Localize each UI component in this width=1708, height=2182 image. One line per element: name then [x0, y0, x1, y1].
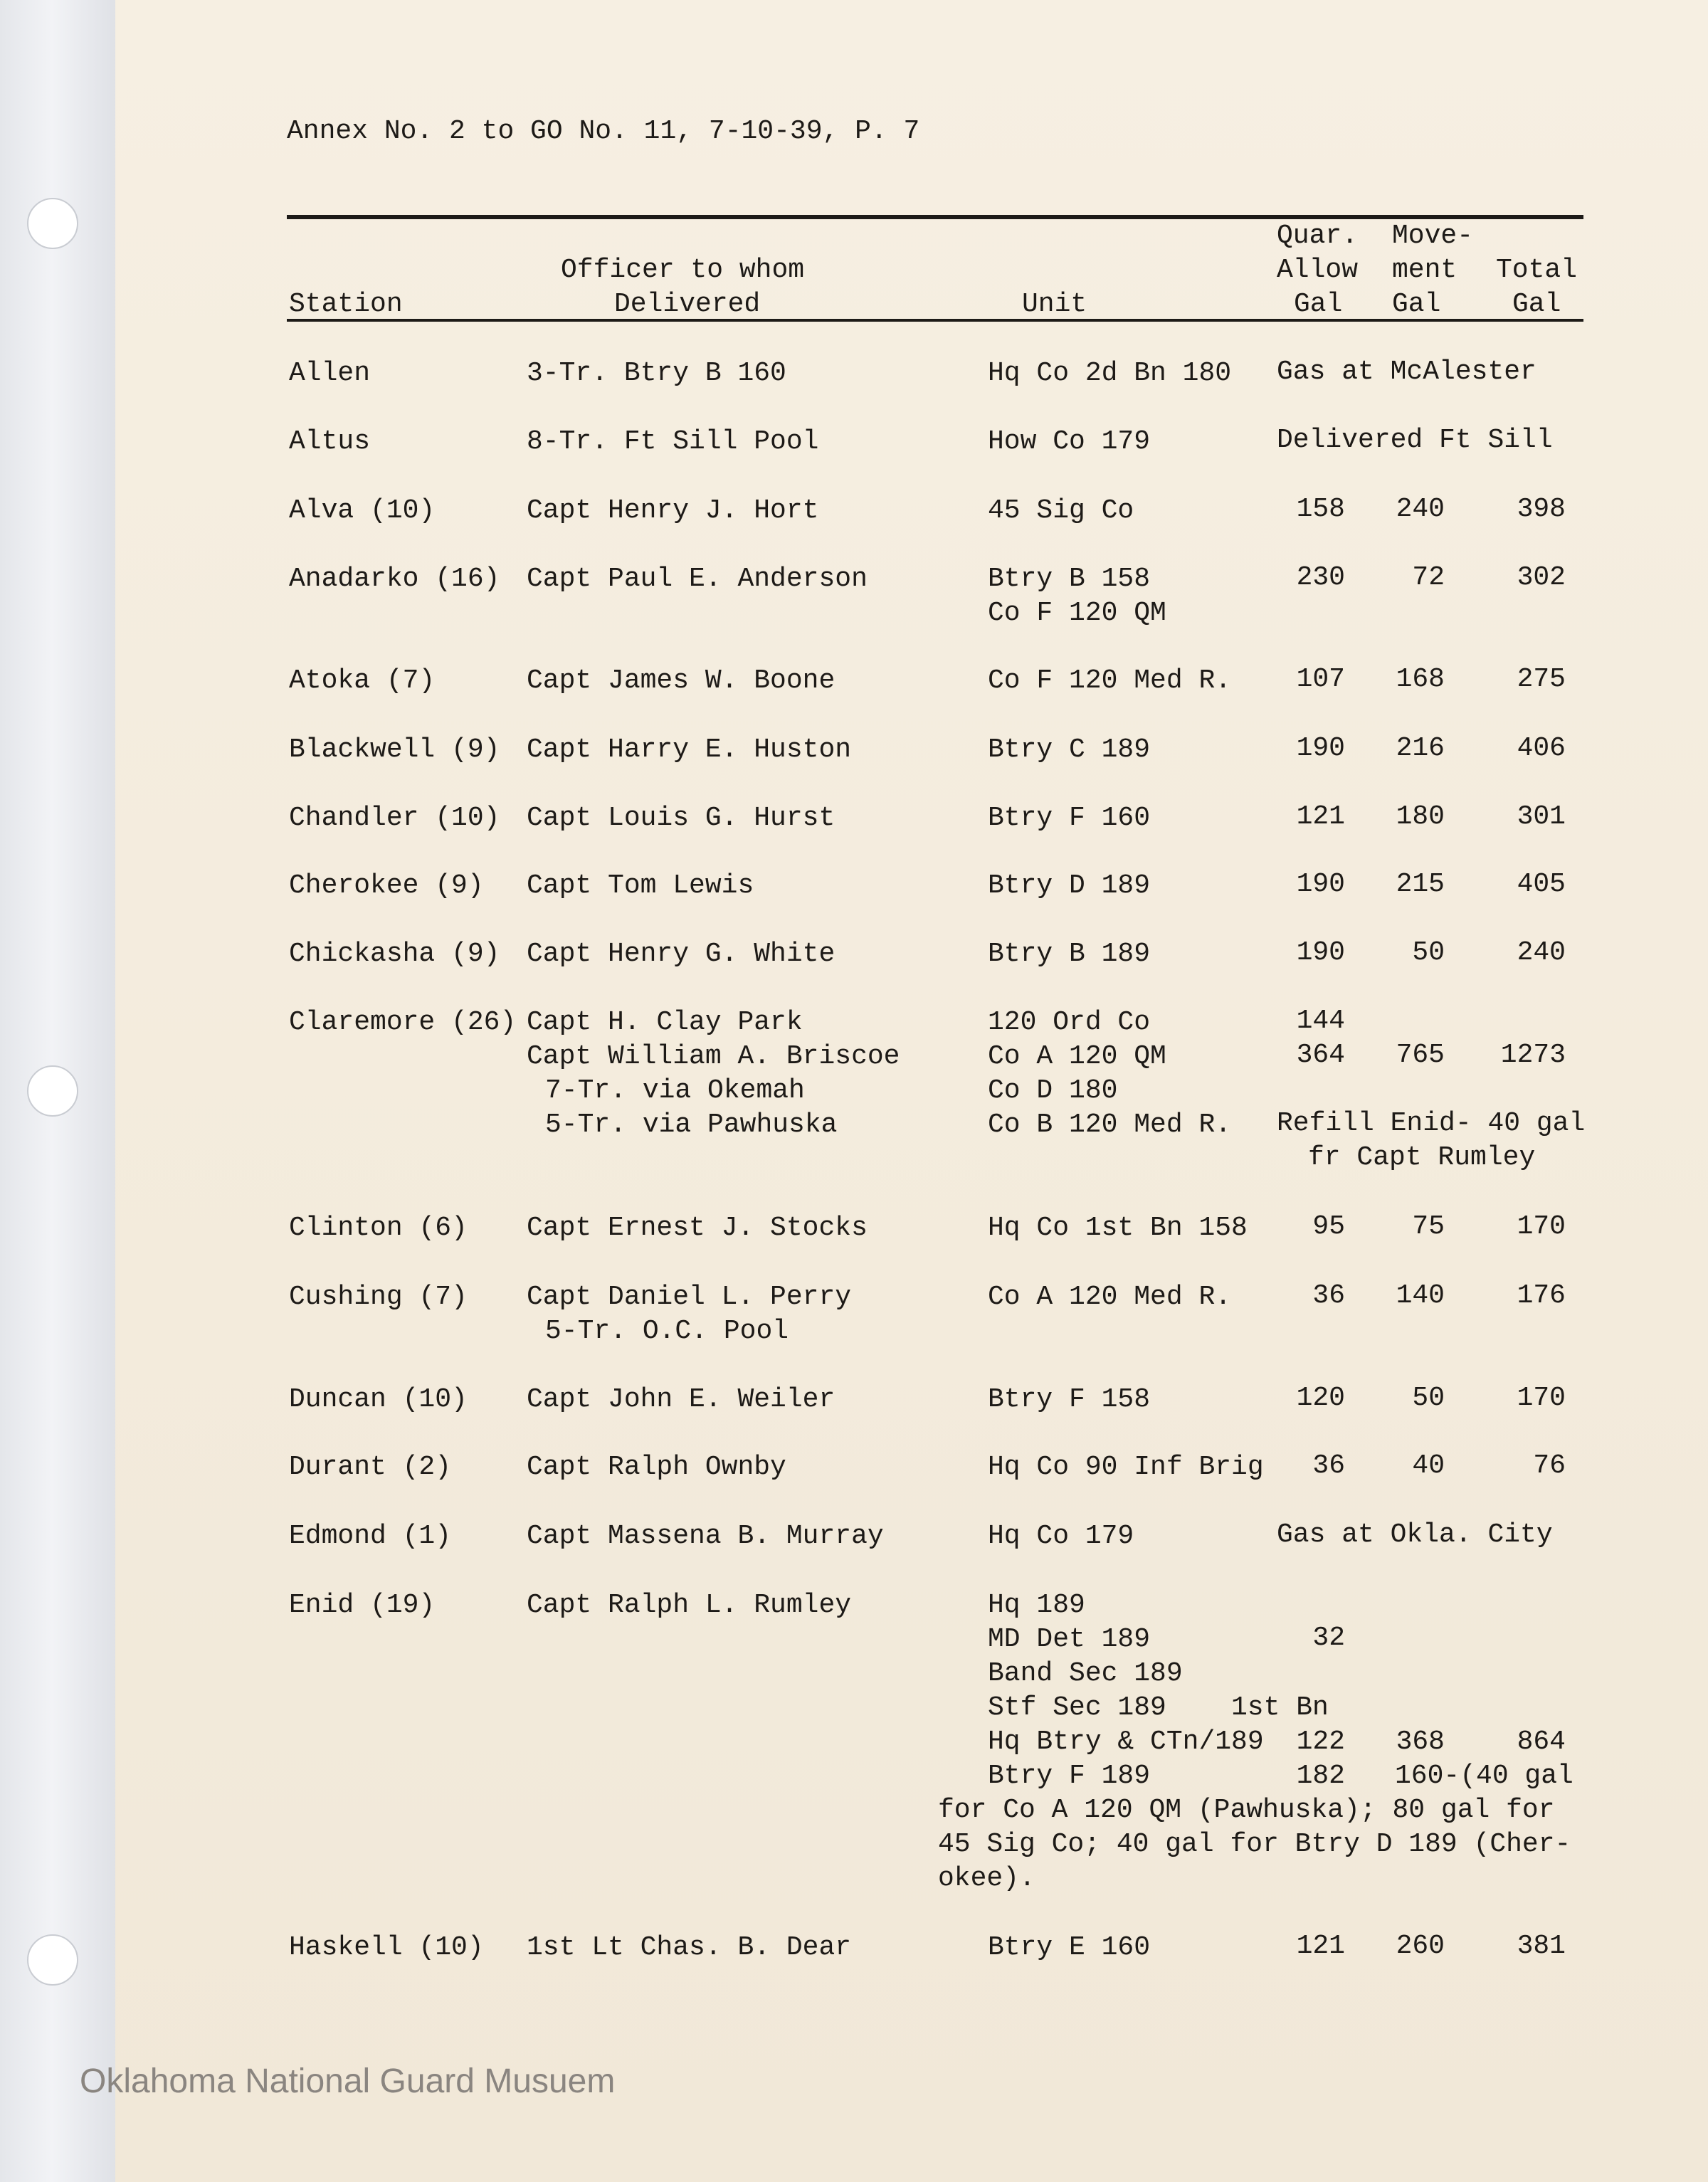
total-cell: 176 — [1517, 1280, 1566, 1311]
note-cell: 160-(40 gal — [1395, 1761, 1573, 1791]
officer-cell: Capt Louis G. Hurst — [527, 803, 835, 833]
officer-cell: 5-Tr. via Pawhuska — [545, 1110, 838, 1140]
move-cell: 75 — [1412, 1211, 1445, 1242]
note-cell: fr Capt Rumley — [1308, 1142, 1536, 1173]
quar-cell: 230 — [1296, 562, 1345, 593]
unit-cell: Btry E 160 — [988, 1932, 1151, 1963]
officer-cell: Capt Massena B. Murray — [527, 1521, 884, 1551]
officer-cell: 8-Tr. Ft Sill Pool — [527, 426, 819, 457]
station-cell: Alva (10) — [289, 495, 436, 526]
move-cell: 215 — [1396, 869, 1445, 900]
station-cell: Anadarko (16) — [289, 564, 500, 594]
unit-cell: Btry F 160 — [988, 803, 1151, 833]
unit-cell: 45 Sig Co — [988, 495, 1134, 526]
station-cell: Chandler (10) — [289, 803, 500, 833]
unit-cell: Btry F 189 — [988, 1761, 1151, 1791]
quar-cell: 190 — [1296, 937, 1345, 968]
station-cell: Edmond (1) — [289, 1521, 452, 1551]
quar-cell: 182 — [1296, 1761, 1345, 1791]
officer-cell: Capt John E. Weiler — [527, 1384, 835, 1415]
move-cell: 50 — [1412, 937, 1445, 968]
header-quar-line2: Allow — [1277, 255, 1359, 285]
header-move-line2: ment — [1392, 255, 1457, 285]
note-cell: 45 Sig Co; 40 gal for Btry D 189 (Cher- — [938, 1829, 1571, 1860]
note-cell: Delivered Ft Sill — [1277, 425, 1553, 455]
officer-cell: Capt William A. Briscoe — [527, 1041, 900, 1072]
header-officer-line1: Officer to whom — [561, 255, 805, 285]
unit-cell: How Co 179 — [988, 426, 1151, 457]
move-cell: 216 — [1396, 733, 1445, 764]
unit-cell: Btry B 158 — [988, 564, 1151, 594]
station-cell: Durant (2) — [289, 1452, 452, 1482]
move-cell: 180 — [1396, 801, 1445, 832]
move-cell: 368 — [1396, 1727, 1445, 1757]
binder-strip — [0, 0, 117, 2182]
station-cell: Atoka (7) — [289, 665, 436, 696]
punch-hole — [27, 1934, 78, 1986]
station-cell: Duncan (10) — [289, 1384, 468, 1415]
note-cell: Refill Enid- 40 gal — [1277, 1108, 1586, 1139]
move-cell: 50 — [1412, 1383, 1445, 1413]
punch-hole — [27, 198, 78, 249]
officer-cell: Capt H. Clay Park — [527, 1007, 803, 1038]
quar-cell: 36 — [1312, 1450, 1345, 1481]
unit-cell: 120 Ord Co — [988, 1007, 1151, 1038]
total-cell: 240 — [1517, 937, 1566, 968]
officer-cell: 7-Tr. via Okemah — [545, 1075, 805, 1106]
unit-cell: Co F 120 Med R. — [988, 665, 1232, 696]
unit-cell: Hq Btry & CTn/189 — [988, 1727, 1264, 1757]
punch-hole — [27, 1065, 78, 1117]
unit-cell: Co D 180 — [988, 1075, 1118, 1106]
total-cell: 1273 — [1500, 1040, 1566, 1070]
quar-cell: 144 — [1296, 1006, 1345, 1036]
station-cell: Altus — [289, 426, 371, 457]
station-cell: Chickasha (9) — [289, 939, 500, 969]
top-rule — [287, 215, 1583, 219]
officer-cell: Capt Ralph L. Rumley — [527, 1590, 852, 1620]
header-total-line2: Gal — [1512, 289, 1561, 320]
unit-cell: Co A 120 Med R. — [988, 1282, 1232, 1312]
station-cell: Cushing (7) — [289, 1282, 468, 1312]
unit-cell: Hq Co 90 Inf Brig — [988, 1452, 1264, 1482]
header-unit: Unit — [1022, 289, 1087, 320]
unit-cell: Hq Co 2d Bn 180 — [988, 358, 1232, 389]
officer-cell: Capt Ernest J. Stocks — [527, 1213, 868, 1243]
header-quar-line1: Quar. — [1277, 221, 1359, 251]
move-cell: 260 — [1396, 1931, 1445, 1961]
station-cell: Allen — [289, 358, 371, 389]
unit-cell: Stf Sec 189 — [988, 1692, 1166, 1723]
officer-cell: Capt Harry E. Huston — [527, 734, 852, 765]
total-cell: 381 — [1517, 1931, 1566, 1961]
quar-cell: 364 — [1296, 1040, 1345, 1070]
officer-cell: Capt Paul E. Anderson — [527, 564, 868, 594]
unit-cell: Band Sec 189 — [988, 1658, 1183, 1689]
note-cell: for Co A 120 QM (Pawhuska); 80 gal for — [938, 1795, 1555, 1825]
quar-cell: 36 — [1312, 1280, 1345, 1311]
header-rule — [287, 319, 1583, 322]
header-move-line3: Gal — [1392, 289, 1441, 320]
total-cell: 302 — [1517, 562, 1566, 593]
officer-cell: Capt James W. Boone — [527, 665, 835, 696]
total-cell: 275 — [1517, 664, 1566, 695]
total-cell: 864 — [1517, 1727, 1566, 1757]
officer-cell: Capt Daniel L. Perry — [527, 1282, 852, 1312]
quar-cell: 122 — [1296, 1727, 1345, 1757]
note-cell: Gas at Okla. City — [1277, 1519, 1553, 1550]
header-station: Station — [289, 289, 403, 320]
station-cell: Claremore (26) — [289, 1007, 517, 1038]
station-cell: Cherokee (9) — [289, 870, 484, 901]
quar-cell: 190 — [1296, 869, 1345, 900]
move-cell: 168 — [1396, 664, 1445, 695]
officer-cell: Capt Henry J. Hort — [527, 495, 819, 526]
officer-cell: 3-Tr. Btry B 160 — [527, 358, 786, 389]
officer-cell: 1st Lt Chas. B. Dear — [527, 1932, 852, 1963]
quar-cell: 120 — [1296, 1383, 1345, 1413]
unit-cell: Btry B 189 — [988, 939, 1151, 969]
unit-cell: Btry D 189 — [988, 870, 1151, 901]
unit-cell: Btry C 189 — [988, 734, 1151, 765]
total-cell: 170 — [1517, 1211, 1566, 1242]
quar-cell: 121 — [1296, 1931, 1345, 1961]
unit-cell: Hq 189 — [988, 1590, 1085, 1620]
move-cell: 72 — [1412, 562, 1445, 593]
station-cell: Enid (19) — [289, 1590, 436, 1620]
header-move-line1: Move- — [1392, 221, 1474, 251]
move-cell: 765 — [1396, 1040, 1445, 1070]
note-cell: 1st Bn — [1231, 1692, 1329, 1723]
officer-cell: 5-Tr. O.C. Pool — [545, 1316, 789, 1346]
station-cell: Clinton (6) — [289, 1213, 468, 1243]
quar-cell: 95 — [1312, 1211, 1345, 1242]
header-officer-line2: Delivered — [614, 289, 761, 320]
quar-cell: 32 — [1312, 1623, 1345, 1653]
unit-cell: MD Det 189 — [988, 1624, 1151, 1655]
officer-cell: Capt Tom Lewis — [527, 870, 754, 901]
quar-cell: 121 — [1296, 801, 1345, 832]
header-total-line1: Total — [1496, 255, 1578, 285]
move-cell: 240 — [1396, 494, 1445, 525]
move-cell: 40 — [1412, 1450, 1445, 1481]
unit-cell: Hq Co 179 — [988, 1521, 1134, 1551]
unit-cell: Co A 120 QM — [988, 1041, 1166, 1072]
total-cell: 76 — [1533, 1450, 1566, 1481]
total-cell: 405 — [1517, 869, 1566, 900]
total-cell: 398 — [1517, 494, 1566, 525]
station-cell: Haskell (10) — [289, 1932, 484, 1963]
header-quar-line3: Gal — [1294, 289, 1343, 320]
move-cell: 140 — [1396, 1280, 1445, 1311]
quar-cell: 190 — [1296, 733, 1345, 764]
quar-cell: 107 — [1296, 664, 1345, 695]
officer-cell: Capt Henry G. White — [527, 939, 835, 969]
unit-cell: Co B 120 Med R. — [988, 1110, 1232, 1140]
unit-cell: Btry F 158 — [988, 1384, 1151, 1415]
total-cell: 301 — [1517, 801, 1566, 832]
total-cell: 170 — [1517, 1383, 1566, 1413]
quar-cell: 158 — [1296, 494, 1345, 525]
document-title: Annex No. 2 to GO No. 11, 7-10-39, P. 7 — [287, 116, 920, 147]
total-cell: 406 — [1517, 733, 1566, 764]
unit-cell: Co F 120 QM — [988, 598, 1166, 628]
station-cell: Blackwell (9) — [289, 734, 500, 765]
note-cell: okee). — [938, 1863, 1035, 1894]
museum-watermark: Oklahoma National Guard Musuem — [80, 2062, 616, 2100]
note-cell: Gas at McAlester — [1277, 357, 1536, 387]
officer-cell: Capt Ralph Ownby — [527, 1452, 786, 1482]
unit-cell: Hq Co 1st Bn 158 — [988, 1213, 1248, 1243]
